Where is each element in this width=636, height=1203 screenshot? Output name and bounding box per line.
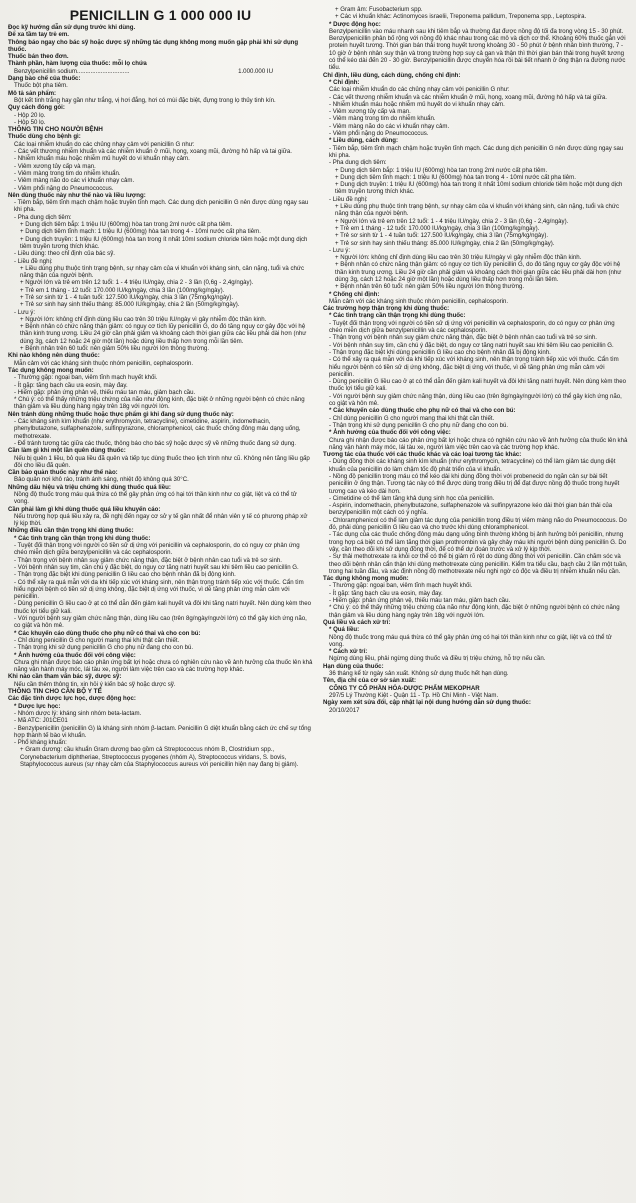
section-heading: Quá liều và cách xử trí: [323, 618, 391, 626]
bullet-item: + Bệnh nhân có chức năng thận giảm: có nguy cơ tích lũy penicillin G, do đó tăng nguy cơ gây độc với hệ thần kinh trung ương. Liều 24 giờ cần phải giảm và khoảng cách thời gian giữa các liều phải dài hơn (như dùng 3g, cách 12 hoặc 24 giờ một lần) hoặc dùng liều thấp hơn trong mỗi lần tiêm. [20, 323, 307, 345]
paragraph: Mẫn cảm với các kháng sinh thuộc nhóm penicillin, cephalosporin. [14, 359, 194, 367]
paragraph: Nồng độ thuốc trong máu quá thừa có thể gây phản ứng có hại tới thần kinh như co giật, liệt và có thể tử vong. [14, 491, 297, 506]
bullet-item: + Dung dịch tiêm bắp: 1 triệu IU (600mg) hòa tan trong 2ml nước cất pha tiêm. [20, 221, 233, 229]
paragraph: - Chỉ dùng penicillin G cho người mang thai khi thật cần thiết. [329, 414, 495, 422]
sub-heading: * Ảnh hưởng của thuốc đối với công việc: [329, 429, 451, 437]
section-heading: Thành phần, hàm lượng của thuốc: mỗi lọ chứa [8, 60, 147, 68]
paragraph: - Ít gặp: tăng bạch cầu ưa eosin, mày đay. [329, 589, 443, 597]
paragraph: Nếu cần thêm thông tin, xin hỏi ý kiến bác sỹ hoặc dược sỹ. [14, 680, 176, 688]
paragraph: - Thường gặp: ngoại ban, viêm tĩnh mạch huyết khối. [14, 374, 158, 382]
paragraph: - Pha dung dịch tiêm: [329, 159, 387, 167]
paragraph: - Viêm màng não do các vi khuẩn nhạy cảm. [329, 122, 450, 130]
ingredient-row [8, 68, 313, 75]
sub-heading: * Các khuyến cáo dùng thuốc cho phụ nữ có thai và cho con bú: [329, 407, 516, 415]
paragraph: * Chú ý: có thể thấy những triệu chứng của não như động kinh, đặc biệt ở những người bệnh có chức năng thận giảm và liều dùng hàng ngày trên 18g với người lớn. [329, 604, 620, 619]
bullet-item: + Dung dịch truyền: 1 triệu IU (600mg) hòa tan trong ít nhất 10ml sodium chloride tiêm hoặc một dung dịch tiêm truyền tương thích khác. [20, 235, 308, 250]
sub-heading: * Các khuyến cáo dùng thuốc cho phụ nữ có thai và cho con bú: [14, 629, 201, 637]
bullet-item: + Gram âm: Fusobacterium spp. [335, 6, 423, 13]
paragraph: - Hiếm gặp: phản ứng phản vệ, thiếu máu tan máu, giảm bạch cầu. [329, 597, 511, 605]
sub-heading: * Các tình trạng cần thận trọng khi dùng thuốc: [329, 312, 466, 320]
paragraph: Chưa ghi nhận được báo cáo phản ứng bất lợi hoặc chưa có nghiên cứu nào về ảnh hưởng của thuốc lên khả năng vận hành máy móc, lái tàu xe, người làm việc trên cao và các trường hợp khác. [14, 658, 313, 674]
paragraph: - Viêm phổi nặng do Pneumococcus. [329, 130, 429, 138]
sub-heading: * Liều dùng, cách dùng: [329, 137, 399, 145]
paragraph: - Hộp 50 lọ. [14, 118, 46, 126]
paragraph: - Thận trọng đặc biệt khi dùng penicillin G liều cao cho bệnh nhân đã bị động kinh. [329, 348, 551, 356]
paragraph: - Dùng penicillin G liều cao ở ạt có thể dẫn đến giảm kali huyết và đôi khi tăng natri huyết. Nên dùng kèm theo thuốc lợi tiểu giữ kali. [14, 600, 312, 615]
paragraph: - Lưu ý: [329, 246, 351, 254]
paragraph: - Nhiễm khuẩn máu hoặc nhiễm mủ huyết do vi khuẩn nhạy cảm. [329, 100, 505, 108]
paragraph: - Viêm màng trong tim do nhiễm khuẩn. [329, 115, 436, 123]
section-heading: Ngày xem xét sửa đổi, cập nhật lại nội dung hướng dẫn sử dụng thuốc: [323, 699, 531, 707]
paragraph: - Viêm màng trong tim do nhiễm khuẩn. [14, 169, 121, 177]
sub-heading: * Dược lực học: [14, 702, 61, 710]
bullet-item: + Người lớn: không chỉ định dùng liều cao trên 30 triệu IU/ngày vì gây nhiễm độc thần kinh. [20, 315, 267, 323]
paragraph: Chưa ghi nhận được báo cáo phản ứng bất lợi hoặc chưa có nghiên cứu nào về ảnh hưởng của thuốc lên khả năng vận hành máy móc, lái tàu xe, người làm việc trên cao và các trường hợp khác. [329, 436, 628, 451]
paragraph: - Tiêm bắp, tiêm tĩnh mạch chậm hoặc truyền tĩnh mạch. Các dung dịch penicillin G nên được dùng ngay sau khi pha. [14, 199, 309, 214]
sub-heading: * Chống chỉ định: [329, 290, 380, 298]
bullet-item: + Các vi khuẩn khác: Actinomyces israelii, Treponema pallidum, Treponema spp., Leptospira. [335, 13, 587, 21]
section-heading: Cần phải làm gì khi dùng thuốc quá liều khuyến cáo: [8, 505, 161, 513]
paragraph: - Có thể xảy ra quá mẫn với da khi tiếp xúc với kháng sinh, nên thận trọng tránh tiếp xúc với thuốc. Cẩn tìm hiểu người bệnh có tiền sử dị ứng không, đặc biệt dị ứng với thuốc, vì dễ tăng phản ứng mẫn cảm với penicillin. [14, 578, 304, 601]
paragraph: - Tuyệt đối thận trọng với người có tiền sử dị ứng với penicillin và cephalosporin, do có nguy cơ phản ứng chéo miễn dịch giữa benzylpenicillin và các cephalosporin. [329, 319, 615, 335]
paragraph: - Thận trọng đặc biệt khi dùng penicillin G liều cao cho bệnh nhân đã bị động kinh. [14, 571, 236, 579]
section-heading: Thuốc dùng cho bệnh gì: [8, 133, 81, 141]
ingredient-name: Benzylpenicillin sodium............................... [14, 67, 130, 75]
sub-heading: * Ảnh hưởng của thuốc đối với công việc: [14, 651, 136, 659]
bullet-item: + Người lớn và trẻ em trên 12 tuổi: 1 - 4 triệu IU/ngày, chia 2 - 3 lần (0,6g - 2,4g/ngày). [20, 279, 254, 287]
sub-heading: * Cách xử trí: [329, 648, 368, 656]
paragraph: - Hộp 20 lọ. [14, 111, 46, 119]
paragraph: - Có thể xảy ra quá mẫn với da khi tiếp xúc với kháng sinh, nên thận trọng tránh tiếp xúc với thuốc. Cẩn tìm hiểu người bệnh có tiền sử dị ứng không, đặc biệt dị ứng với thuốc, vì dễ tăng phản ứng mẫn cảm với penicillin. [329, 356, 619, 378]
right-column [323, 6, 628, 1197]
part-heading: THÔNG TIN CHO CÁN BỘ Y TẾ [8, 688, 102, 696]
section-heading: Khi nào không nên dùng thuốc: [8, 352, 100, 360]
section-heading: Tương tác của thuốc với các thuốc khác và các loại tương tác khác: [323, 451, 522, 459]
paragraph: Nếu trường hợp quá liều xảy ra, đề nghị đến ngay cơ sở y tế gần nhất để nhân viên y tế có phương pháp xử lý kịp thời. [14, 512, 308, 528]
paragraph: - Chỉ dùng penicillin G cho người mang thai khi thật cần thiết. [14, 636, 180, 644]
ingredient-amount: 1.000.000 IU [238, 67, 273, 75]
paragraph: Bột kết tinh trắng hay gần như trắng, vị hơi đắng, hơi có mùi đặc biệt, đựng trong lọ thủy tinh kín. [14, 96, 276, 104]
paragraph: - Benzylpenicillin (penicillin G) là kháng sinh nhóm β-lactam. Penicillin G diệt khuẩn bằng cách ức chế sự tổng hợp thành tế bào vi khuẩn. [14, 724, 311, 739]
sub-heading: CÔNG TY CỔ PHẦN HÓA-DƯỢC PHẨM MEKOPHAR [329, 684, 480, 692]
bullet-item: + Liều dùng phụ thuộc tình trạng bệnh, sự nhạy cảm của vi khuẩn với kháng sinh, cân nặng, tuổi và chức năng thận của người bệnh. [20, 264, 305, 280]
paragraph: - Nhiễm khuẩn máu hoặc nhiễm mủ huyết do vi khuẩn nhạy cảm. [14, 155, 190, 163]
paragraph: - Tuyệt đối thận trọng với người có tiền sử dị ứng với penicillin và cephalosporin, do có nguy cơ phản ứng chéo miễn dịch giữa benzylpenicillin và các cephalosporin. [14, 542, 300, 557]
sub-heading: * Dược động học: [329, 20, 381, 28]
paragraph: - Liều đề nghị: [14, 257, 53, 265]
paragraph: - Dùng penicillin G liều cao ở ạt có thể dẫn đến giảm kali huyết và đôi khi tăng natri huyết. Nên dùng kèm theo thuốc lợi tiểu giữ kali. [329, 378, 627, 393]
paragraph: - Tác dụng của các thuốc chống đông máu dạng uống bình thường không bị ảnh hưởng bởi penicillin, nhưng trong hợp cá biệt có thể làm tăng thời gian prothrombin và gây chảy máu khi người bệnh dùng penicillin G. Do vậy, cần theo dõi khi sử dụng đồng thời, để có thể dự đoán trước và xử lý kịp thời. [329, 531, 627, 553]
paragraph: Benzylpenicillin vào máu nhanh sau khi tiêm bắp và thường đạt được nồng độ tối đa trong vòng 15 - 30 phút. Benzylpenicillin phân bố rộng với nồng độ khác nhau trong các mô và dịch cơ thể. Khoảng 60% thuốc gắn với protein huyết tương. Thời gian bán thải trong huyết tương khoảng 30 - 50 phút ở bệnh nhân bình thường, 7 - 10 giờ ở bệnh nhân suy thận và trong trường hợp suy cả gan và thận thì thời gian bán thải trong huyết tương có thể kéo dài đến 20 - 30 giờ. Benzylpenicillin được chuyển hóa rồi bài tiết nhanh ở ống thận ra đường nước tiểu. [329, 27, 626, 72]
part-heading: THÔNG TIN CHO NGƯỜI BỆNH [8, 126, 103, 134]
bullet-item: + Trẻ sơ sinh từ 1 - 4 tuần tuổi: 127.500 IU/kg/ngày, chia 3 lần (75mg/kg/ngày). [335, 232, 549, 240]
paragraph: - Phổ kháng khuẩn: [14, 739, 67, 747]
section-heading: Những điều cần thận trọng khi dùng thuốc: [8, 527, 134, 535]
bullet-item: + Liều dùng phụ thuộc tình trạng bệnh, sự nhạy cảm của vi khuẩn với kháng sinh, cân nặng, tuổi và chức năng thận của người bệnh. [335, 203, 620, 218]
paragraph: Các loại nhiễm khuẩn do các chủng nhạy cảm với penicillin G như: [14, 140, 195, 148]
section-heading: Chỉ định, liều dùng, cách dùng, chống chỉ định: [323, 71, 461, 79]
paragraph: - Viêm xương tủy cấp và mạn. [329, 108, 411, 116]
paragraph: - Thận trọng khi sử dụng penicillin G cho phụ nữ đang cho con bú. [14, 644, 194, 652]
section-heading: Mô tả sản phẩm: [8, 89, 57, 97]
paragraph: - Ít gặp: tăng bạch cầu ưa eosin, mày đay. [14, 381, 128, 389]
section-heading: Tên, địa chỉ của cơ sở sản xuất: [323, 677, 416, 685]
paragraph: Mẫn cảm với các kháng sinh thuộc nhóm penicillin, cephalosporin. [329, 297, 509, 305]
bullet-item: + Trẻ sơ sinh từ 1 - 4 tuần tuổi: 127.500 IU/kg/ngày, chia 3 lần (75mg/kg/ngày). [20, 293, 234, 301]
section-heading: Nên dùng thuốc này như thế nào và liều lượng: [8, 191, 146, 199]
section-heading: Dạng bào chế của thuốc: [8, 75, 81, 83]
sub-heading: * Các tình trạng cần thận trọng khi dùng thuốc: [14, 534, 151, 542]
paragraph: - Liều đề nghị: [329, 195, 368, 203]
paragraph: 297/5 Lý Thường Kiệt - Quận 11 - Tp. Hồ Chí Minh - Việt Nam. [329, 691, 499, 699]
section-heading: Hạn dùng của thuốc: [323, 662, 384, 670]
section-heading: Khi nào cần tham vấn bác sỹ, dược sỹ: [8, 673, 122, 681]
paragraph: - Cimetidine có thể làm tăng khả dụng sinh học của penicillin. [329, 494, 495, 502]
paragraph: 36 tháng kể từ ngày sản xuất. Không sử dụng thuốc hết hạn dùng. [329, 670, 509, 678]
left-column [8, 6, 313, 1197]
paragraph: * Chú ý: có thể thấy những triệu chứng của não như động kinh, đặc biệt ở những người bệnh có chức năng thận giảm và liều dùng hàng ngày trên 18g với người lớn. [14, 396, 305, 411]
paragraph: - Thận trọng với bệnh nhân suy giảm chức năng thận, đặc biệt ở bệnh nhân cao tuổi và trẻ sơ sinh. [14, 556, 282, 564]
paragraph: - Dùng đồng thời các kháng sinh kìm khuẩn (như erythromycin, tetracycline) có thể làm giảm tác dụng diệt khuẩn của penicillin do làm chậm tốc độ phát triển của vi khuẩn. [329, 458, 616, 473]
paragraph: Ngừng dùng liều, phải ngừng dùng thuốc và điều trị triệu chứng, hỗ trợ nếu cần. [329, 655, 546, 663]
bullet-item: + Trẻ em 1 tháng - 12 tuổi: 170.000 IU/kg/ngày, chia 3 lần (100mg/kg/ngày). [335, 224, 540, 232]
sub-heading: * Quá liều: [329, 626, 360, 634]
section-heading: Những dấu hiệu và triệu chứng khi dùng thuốc quá liều: [8, 483, 171, 491]
bullet-item: + Dung dịch tiêm tĩnh mạch: 1 triệu IU (600mg) hòa tan trong 4 - 10ml nước cất pha tiêm. [20, 228, 261, 236]
paragraph: Bảo quản nơi khô ráo, tránh ánh sáng, nhiệt độ không quá 30°C. [14, 476, 189, 484]
bullet-item: + Dung dịch tiêm tĩnh mạch: 1 triệu IU (600mg) hòa tan trong 4 - 10ml nước cất pha tiêm. [335, 173, 576, 181]
paragraph: - Aspirin, indomethacin, phenylbutazone, sulfaphenazole và sulfinpyrazone kéo dài thời gian bán thải của benzylpenicillin một cách có ý nghĩa. [329, 502, 613, 517]
bullet-item: + Trẻ sơ sinh hay sinh thiếu tháng: 85.000 IU/kg/ngày, chia 2 lần (50mg/kg/ngày). [20, 301, 240, 309]
section-heading: Đọc kỹ hướng dẫn sử dụng trước khi dùng. [8, 24, 136, 31]
bullet-item: + Người lớn: không chỉ định dùng liều cao trên 30 triệu IU/ngày vì gây nhiễm độc thần kinh. [335, 254, 582, 262]
bullet-item: + Bệnh nhân trên 60 tuổi: nên giảm 50% liều người lớn thông thường. [20, 345, 210, 353]
paragraph: - Pha dung dịch tiêm: [14, 213, 72, 221]
section-heading: Thông báo ngay cho bác sỹ hoặc dược sỹ những tác dụng không mong muốn gặp phải khi sử dụng thuốc. [8, 38, 299, 53]
paragraph: - Để tránh tương tác giữa các thuốc, thông báo cho bác sỹ hoặc dược sỹ về những thuốc đang sử dụng. [14, 439, 297, 447]
bullet-item: + Dung dịch truyền: 1 triệu IU (600mg) hòa tan trong ít nhất 10ml sodium chloride tiêm hoặc một dung dịch tiêm truyền tương thích khác. [335, 181, 623, 196]
paragraph: - Thận trọng với bệnh nhân suy giảm chức năng thận, đặc biệt ở bệnh nhân cao tuổi và trẻ sơ sinh. [329, 334, 597, 342]
paragraph: - Với bệnh nhân suy tim, cần chú ý đặc biệt, do nguy cơ tăng natri huyết sau khi tiêm liều cao penicillin G. [329, 341, 614, 349]
sub-heading: * Chỉ định: [329, 78, 360, 86]
paragraph: 20/10/2017 [329, 706, 360, 714]
paragraph: - Với bệnh nhân suy tim, cần chú ý đặc biệt, do nguy cơ tăng natri huyết sau khi tiêm liều cao penicillin G. [14, 563, 299, 571]
paragraph: - Viêm màng não do các vi khuẩn nhạy cảm. [14, 177, 135, 185]
section-heading: Thuốc bán theo đơn. [8, 53, 69, 61]
paragraph: Các loại nhiễm khuẩn do các chủng nhạy cảm với penicillin G như: [329, 86, 510, 94]
bullet-item: + Người lớn và trẻ em trên 12 tuổi: 1 - 4 triệu IU/ngày, chia 2 - 3 lần (0,6g - 2,4g/ngày). [335, 217, 569, 225]
section-heading: Quy cách đóng gói: [8, 104, 65, 112]
bullet-item: + Gram dương: cầu khuẩn Gram dương bao gồm cả Streptococcus nhóm B, Clostridium spp., Corynebacterium diphtheriae, Streptococcus pyogenes (nhóm A), Streptococcus viridans, S. bovis, Staphylococcus aureus (sự nhạy cảm của Staphylococcus aureus với penicillin hiện nay đang bị giảm). [20, 746, 299, 768]
bullet-item: + Trẻ sơ sinh hay sinh thiếu tháng: 85.000 IU/kg/ngày, chia 2 lần (50mg/kg/ngày). [335, 239, 555, 247]
bullet-item: + Bệnh nhân có chức năng thận giảm: có nguy cơ tích lũy penicillin G, do đó tăng nguy cơ gây độc với hệ thần kinh trung ương. Liều 24 giờ cần phải giảm và khoảng cách thời gian giữa các liều phải dài hơn (như dùng 3g, cách 12 hoặc 24 giờ một lần) hoặc dùng liều thấp hơn trong mỗi lần tiêm. [335, 261, 622, 283]
section-heading: Cần bảo quản thuốc này như thế nào: [8, 469, 118, 477]
paragraph: - Nồng độ penicillin trong máu có thể kéo dài khi dùng đồng thời với probenecid do ngăn cản sự bài tiết penicillin ở ống thận. Tương tác này có thể được dùng trong điều trị để đạt được nồng độ thuốc trong huyết tương cao và kéo dài hơn. [329, 473, 620, 495]
document-title: PENICILLIN G 1 000 000 IU [69, 7, 252, 23]
paragraph: - Lưu ý: [14, 308, 36, 316]
paragraph: Thuốc bột pha tiêm. [14, 82, 68, 90]
section-heading: Các trường hợp thận trọng khi dùng thuốc: [323, 305, 450, 313]
paragraph: - Viêm phổi nặng do Pneumococcus. [14, 184, 114, 192]
section-heading: Tác dụng không mong muốn: [323, 575, 409, 583]
paragraph: - Tiêm bắp, tiêm tĩnh mạch chậm hoặc truyền tĩnh mạch. Các dung dịch penicillin G nên được dùng ngay sau khi pha. [329, 144, 624, 159]
section-heading: Để xa tầm tay trẻ em. [8, 31, 69, 39]
paragraph: - Nhóm dược lý: kháng sinh nhóm beta-lactam. [14, 709, 142, 717]
bullet-item: + Dung dịch tiêm bắp: 1 triệu IU (600mg) hòa tan trong 2ml nước cất pha tiêm. [335, 166, 548, 174]
paragraph: - Liều dùng: theo chỉ định của bác sỹ. [14, 250, 115, 258]
section-heading: Nên tránh dùng những thuốc hoặc thực phẩm gì khi đang sử dụng thuốc này: [8, 410, 234, 418]
paragraph: - Hiếm gặp: phản ứng phản vệ, thiếu máu tan máu, giảm bạch cầu. [14, 388, 196, 396]
section-heading: Tác dụng không mong muốn: [8, 366, 94, 374]
bullet-item: + Bệnh nhân trên 60 tuổi: nên giảm 50% liều người lớn thông thường. [335, 283, 525, 291]
paragraph: - Với người bệnh suy giảm chức năng thận, dùng liều cao (trên 8g/ngày/người lớn) có thể gây kích ứng não, co giật và hôn mê. [329, 392, 622, 408]
paragraph: - Thường gặp: ngoại ban, viêm tĩnh mạch huyết khối. [329, 582, 473, 590]
paragraph: - Các vết thương nhiễm khuẩn và các nhiễm khuẩn ở mũi, họng, xoang mũi, đường hô hấp và tai giữa. [14, 148, 292, 156]
paragraph: - Viêm xương tủy cấp và mạn. [14, 162, 96, 170]
paragraph: - Chloramphenicol có thể làm giảm tác dụng của penicillin trong điều trị viêm màng não do Pneumococcus. Do đó, phải dùng penicillin G liều cao và cho trước khi dùng chloramphenicol. [329, 516, 627, 532]
paragraph: Nồng độ thuốc trong máu quá thừa có thể gây phản ứng có hại tới thần kinh như co giật, liệt và có thể tử vong. [329, 633, 612, 648]
section-heading: Cần làm gì khi một lần quên dùng thuốc: [8, 447, 126, 455]
paragraph: Nếu bị quên 1 liều, bỏ qua liều đã quên và tiếp tục dùng thuốc theo lịch trình như cũ. Không nên tăng liều gấp đôi cho liều đã quên. [14, 454, 310, 469]
paragraph: - Với người bệnh suy giảm chức năng thận, dùng liều cao (trên 8g/ngày/người lớn) có thể gây kích ứng não, co giật và hôn mê. [14, 615, 307, 630]
bullet-item: + Trẻ em 1 tháng - 12 tuổi: 170.000 IU/kg/ngày, chia 3 lần (100mg/kg/ngày). [20, 286, 225, 294]
paragraph: - Các vết thương nhiễm khuẩn và các nhiễm khuẩn ở mũi, họng, xoang mũi, đường hô hấp và tai giữa. [329, 93, 607, 101]
section-heading: Các đặc tính dược lực học, dược động học: [8, 695, 136, 703]
paragraph: - Mã ATC: J01CE01 [14, 717, 68, 725]
paragraph: - Các kháng sinh kìm khuẩn (như erythromycin, tetracycline), cimetidine, aspirin, indomethacin, phenylbutazone, sulfaphenazole, sulfinpyrazone, chloramphenicol, các thuốc chống đông máu dạng uống, methotrexate. [14, 418, 301, 440]
paragraph: - Thận trọng khi sử dụng penicillin G cho phụ nữ đang cho con bú. [329, 421, 509, 429]
paragraph: - Sự thải methotrexate ra khỏi cơ thể có thể bị giảm rõ rệt do dùng đồng thời với penicillin. Cần chăm sóc và theo dõi bệnh nhân cẩn thận khi dùng methotrexate cùng penicillin. Kiểm tra tiểu cầu, bạch cầu 2 lần một tuần, trong hai tuần đầu, và xác định nồng độ methotrexate nếu nghi ngờ có độc và điều trị nhiễm khuẩn nếu cần. [329, 553, 628, 575]
